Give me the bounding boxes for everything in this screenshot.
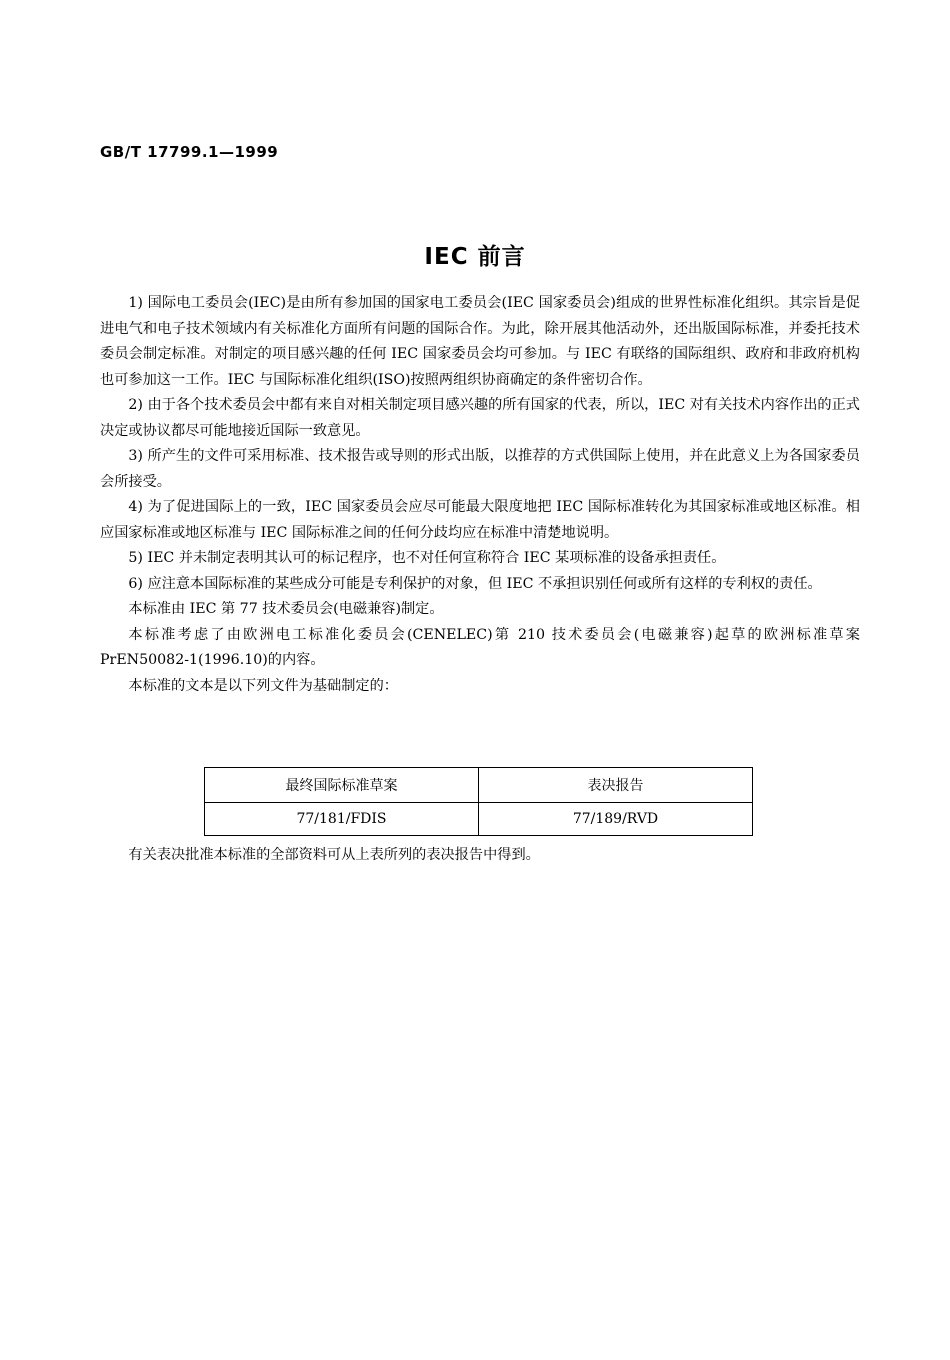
foreword-body (100, 291, 860, 699)
standard-number: GB/T 17799.1—1999 (100, 143, 279, 161)
closing-section (100, 843, 860, 869)
paragraph-2: 2) 由于各个技术委员会中都有来自对相关制定项目感兴趣的所有国家的代表，所以，IEC 对有关技术内容作出的正式决定或协议都尽可能地接近国际一致意见。 (100, 397, 860, 439)
page-title: IEC 前言 (424, 244, 526, 270)
paragraph-1: 1) 国际电工委员会(IEC)是由所有参加国的国家电工委员会(IEC 国家委员会)组成的世界性标准化组织。其宗旨是促进电气和电子技术领域内有关标准化方面所有问题的国际合作。为此，除开展其他活动外，还出版国际标准，并委托技术委员会制定标准。对制定的项目感兴趣的任何 IEC 国家委员会均可参加。与 IEC 有联络的国际组织、政府和非政府机构也可参加这一工作。IEC 与国际标准化组织(ISO)按照两组织协商确定的条件密切合作。 (100, 295, 860, 388)
paragraph-basis: 本标准的文本是以下列文件为基础制定的： (128, 677, 398, 694)
paragraph-3: 3) 所产生的文件可采用标准、技术报告或导则的形式出版，以推荐的方式供国际上使用，并在此意义上为各国家委员会所接受。 (100, 448, 860, 490)
table-header-fdis: 最终国际标准草案 (205, 768, 479, 803)
paragraph-tc77: 本标准由 IEC 第 77 技术委员会(电磁兼容)制定。 (128, 601, 444, 617)
table-cell-fdis: 77/181/FDIS (205, 803, 479, 836)
table-header-rvd: 表决报告 (479, 768, 753, 803)
table-row (205, 803, 753, 836)
voting-documents-table (204, 767, 753, 836)
table-cell-rvd: 77/189/RVD (479, 803, 753, 836)
paragraph-6: 6) 应注意本国际标准的某些成分可能是专利保护的对象，但 IEC 不承担识别任何或所有这样的专利权的责任。 (128, 575, 822, 592)
paragraph-cenelec: 本标准考虑了由欧洲电工标准化委员会(CENELEC)第 210 技术委员会(电磁兼容)起草的欧洲标准草案 PrEN50082-1(1996.10)的内容。 (100, 626, 860, 668)
closing-paragraph: 有关表决批准本标准的全部资料可从上表所列的表决报告中得到。 (128, 847, 540, 863)
table-header-row (205, 768, 753, 803)
paragraph-5: 5) IEC 并未制定表明其认可的标记程序，也不对任何宣称符合 IEC 某项标准的设备承担责任。 (128, 550, 726, 566)
paragraph-4: 4) 为了促进国际上的一致，IEC 国家委员会应尽可能最大限度地把 IEC 国际标准转化为其国家标准或地区标准。相应国家标准或地区标准与 IEC 国际标准之间的任何分歧均应在标准中清楚地说明。 (100, 499, 860, 541)
